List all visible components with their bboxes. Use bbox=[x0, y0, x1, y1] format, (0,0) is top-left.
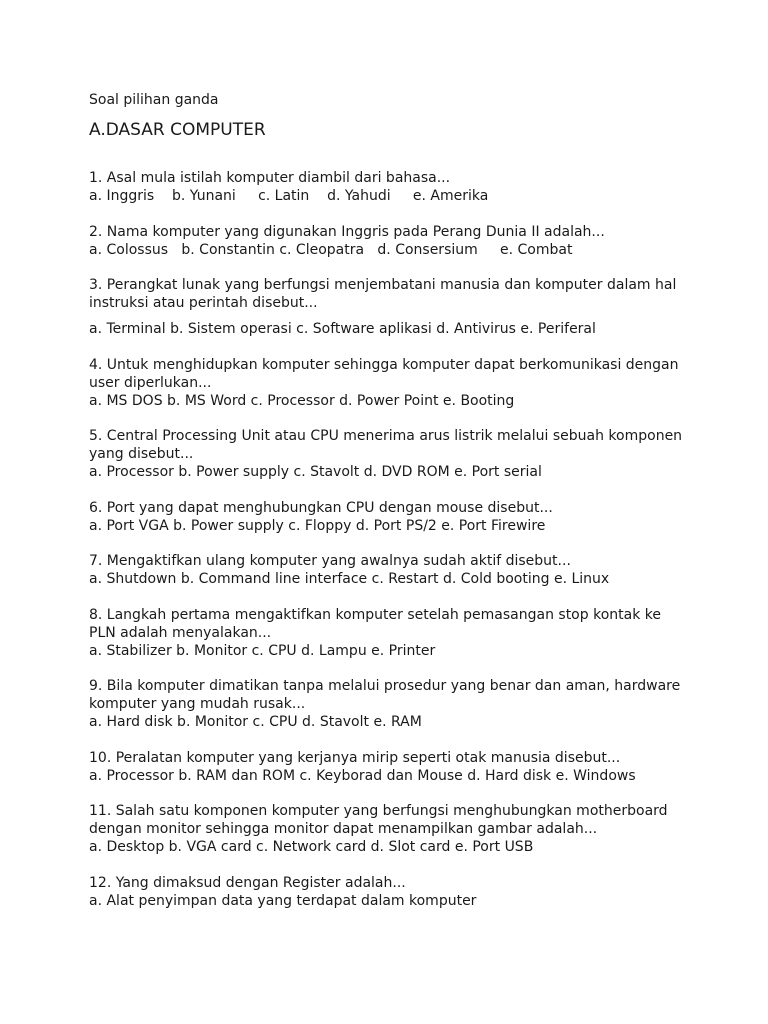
question-item bbox=[89, 749, 689, 785]
question-options: a. Processor b. RAM dan ROM c. Keyborad dan Mouse d. Hard disk e. Windows bbox=[89, 767, 636, 784]
question-item bbox=[89, 356, 689, 410]
question-text: 5. Central Processing Unit atau CPU menerima arus listrik melalui sebuah komponen yang disebut... bbox=[89, 428, 683, 462]
question-options: a. Hard disk b. Monitor c. CPU d. Stavolt e. RAM bbox=[89, 714, 422, 730]
question-options: a. Port VGA b. Power supply c. Floppy d. Port PS/2 e. Port Firewire bbox=[89, 517, 546, 534]
question-options: a. Alat penyimpan data yang terdapat dalam komputer bbox=[89, 892, 477, 909]
question-options: a. Colossus b. Constantin c. Cleopatra d. Consersium e. Combat bbox=[89, 241, 573, 258]
question-item bbox=[89, 606, 689, 660]
document-page bbox=[89, 91, 689, 927]
question-text: 11. Salah satu komponen komputer yang berfungsi menghubungkan motherboard dengan monitor sehingga monitor dapat menampilkan gambar adalah... bbox=[89, 803, 668, 837]
question-options: a. Inggris b. Yunani c. Latin d. Yahudi e. Amerika bbox=[89, 188, 489, 204]
question-text: 4. Untuk menghidupkan komputer sehingga komputer dapat berkomunikasi dengan user diperlukan... bbox=[89, 356, 679, 391]
question-item bbox=[89, 499, 689, 535]
question-options: a. Stabilizer b. Monitor c. CPU d. Lampu e. Printer bbox=[89, 642, 436, 659]
section-heading: A.DASAR COMPUTER bbox=[89, 120, 266, 140]
question-options: a. Processor b. Power supply c. Stavolt d. DVD ROM e. Port serial bbox=[89, 464, 542, 480]
question-text: 6. Port yang dapat menghubungkan CPU dengan mouse disebut... bbox=[89, 499, 553, 516]
question-text: 10. Peralatan komputer yang kerjanya mirip seperti otak manusia disebut... bbox=[89, 749, 621, 766]
question-text: 9. Bila komputer dimatikan tanpa melalui prosedur yang benar dan aman, hardware komputer yang mudah rusak... bbox=[89, 678, 681, 712]
question-item bbox=[89, 427, 689, 481]
question-options: a. Desktop b. VGA card c. Network card d. Slot card e. Port USB bbox=[89, 839, 534, 855]
question-item bbox=[89, 552, 689, 588]
question-options: a. Shutdown b. Command line interface c. Restart d. Cold booting e. Linux bbox=[89, 571, 610, 587]
question-item bbox=[89, 223, 689, 259]
question-options: a. MS DOS b. MS Word c. Processor d. Power Point e. Booting bbox=[89, 392, 515, 409]
question-text: 2. Nama komputer yang digunakan Inggris pada Perang Dunia II adalah... bbox=[89, 223, 605, 240]
question-item bbox=[89, 169, 689, 205]
question-text: 7. Mengaktifkan ulang komputer yang awalnya sudah aktif disebut... bbox=[89, 553, 571, 569]
question-list bbox=[89, 169, 689, 910]
question-text: 12. Yang dimaksud dengan Register adalah... bbox=[89, 874, 406, 891]
document-subtitle: Soal pilihan ganda bbox=[89, 92, 219, 108]
question-options: a. Terminal b. Sistem operasi c. Software aplikasi d. Antivirus e. Periferal bbox=[89, 321, 596, 337]
question-item bbox=[89, 802, 689, 856]
question-item bbox=[89, 677, 689, 731]
question-text: 8. Langkah pertama mengaktifkan komputer setelah pemasangan stop kontak ke PLN adalah menyalakan... bbox=[89, 606, 661, 641]
question-text: 3. Perangkat lunak yang berfungsi menjembatani manusia dan komputer dalam hal instruksi atau perintah disebut... bbox=[89, 277, 677, 311]
question-text: 1. Asal mula istilah komputer diambil dari bahasa... bbox=[89, 170, 451, 186]
question-item bbox=[89, 276, 689, 338]
question-item bbox=[89, 874, 689, 910]
